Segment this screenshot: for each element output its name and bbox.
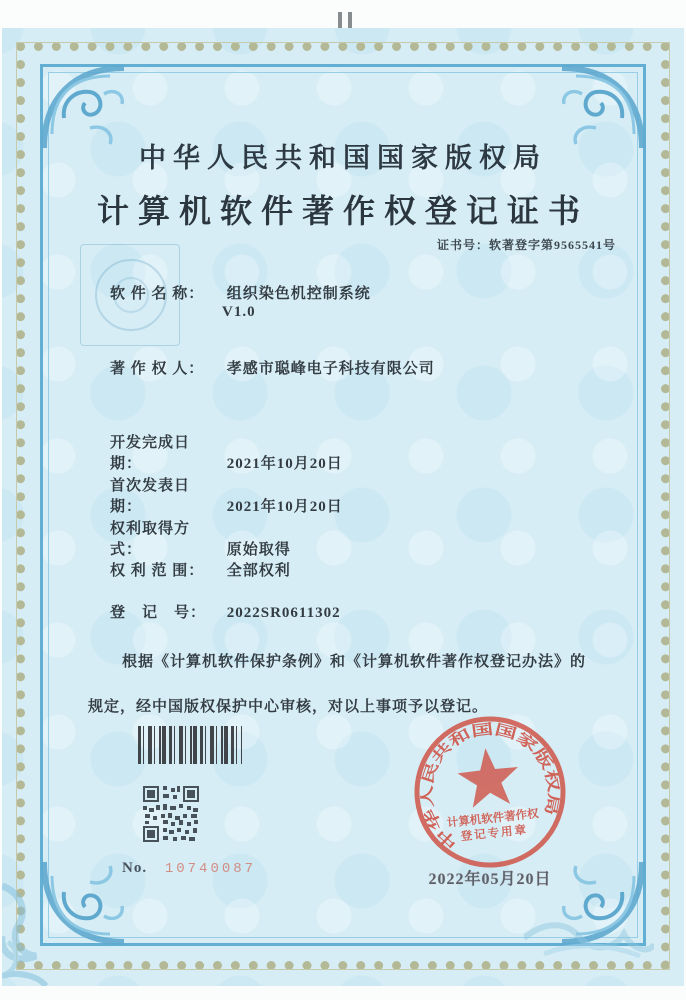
field-version: V1.0 [222,304,256,320]
field-label: 著 作 权 人： [110,361,205,377]
field-rights-acquisition [110,517,291,559]
field-value: 2022SR0611302 [226,605,341,621]
field-value: 组织染色机控制系统 [226,286,371,302]
field-value: 原始取得 [226,542,291,558]
field-value: 全部权利 [226,563,291,579]
statement-line: 根据《计算机软件保护条例》和《计算机软件著作权登记办法》的 [122,654,587,670]
certificate-title: 计算机软件著作权登记证书 [96,193,589,229]
certificate-number: 证书号：软著登字第9565541号 [436,238,616,252]
field-label: 权 利 范 围： [110,563,205,579]
field-rights-scope [110,559,291,580]
field-value: 2021年10月20日 [226,499,343,515]
wave-decoration [2,846,122,986]
serial-label: No. [122,860,148,876]
statement-line: 规定，经中国版权保护中心审核，对以上事项予以登记。 [88,699,489,715]
seal-line1: 计算机软件著作权 [446,808,540,830]
field-first-publish-date [110,474,343,516]
serial-number: 10740087 [164,861,257,877]
seal-line2: 登记专用章 [460,824,529,844]
seal-ring-text: 中华人民共和国国家版权局 [419,722,561,852]
barcode [138,726,242,764]
field-label: 权利取得方式： [110,521,191,558]
field-value: 2021年10月20日 [226,456,343,472]
field-dev-complete-date [110,431,343,473]
serial-number-line [122,860,256,877]
field-registration-number [110,601,341,622]
field-software-name [110,282,371,320]
qr-code [143,786,199,842]
seal-date: 2022年05月20日 [428,871,552,888]
official-red-seal [395,697,584,886]
field-label: 登 记 号： [110,605,207,621]
field-label: 软 件 名 称： [110,286,205,302]
field-value: 孝感市聪峰电子科技有限公司 [226,361,435,377]
field-label: 首次发表日期： [110,478,191,515]
issuing-authority-title: 中华人民共和国国家版权局 [139,143,547,173]
certificate-paper [2,28,684,986]
field-label: 开发完成日期： [110,435,191,472]
field-copyright-owner [110,357,435,378]
